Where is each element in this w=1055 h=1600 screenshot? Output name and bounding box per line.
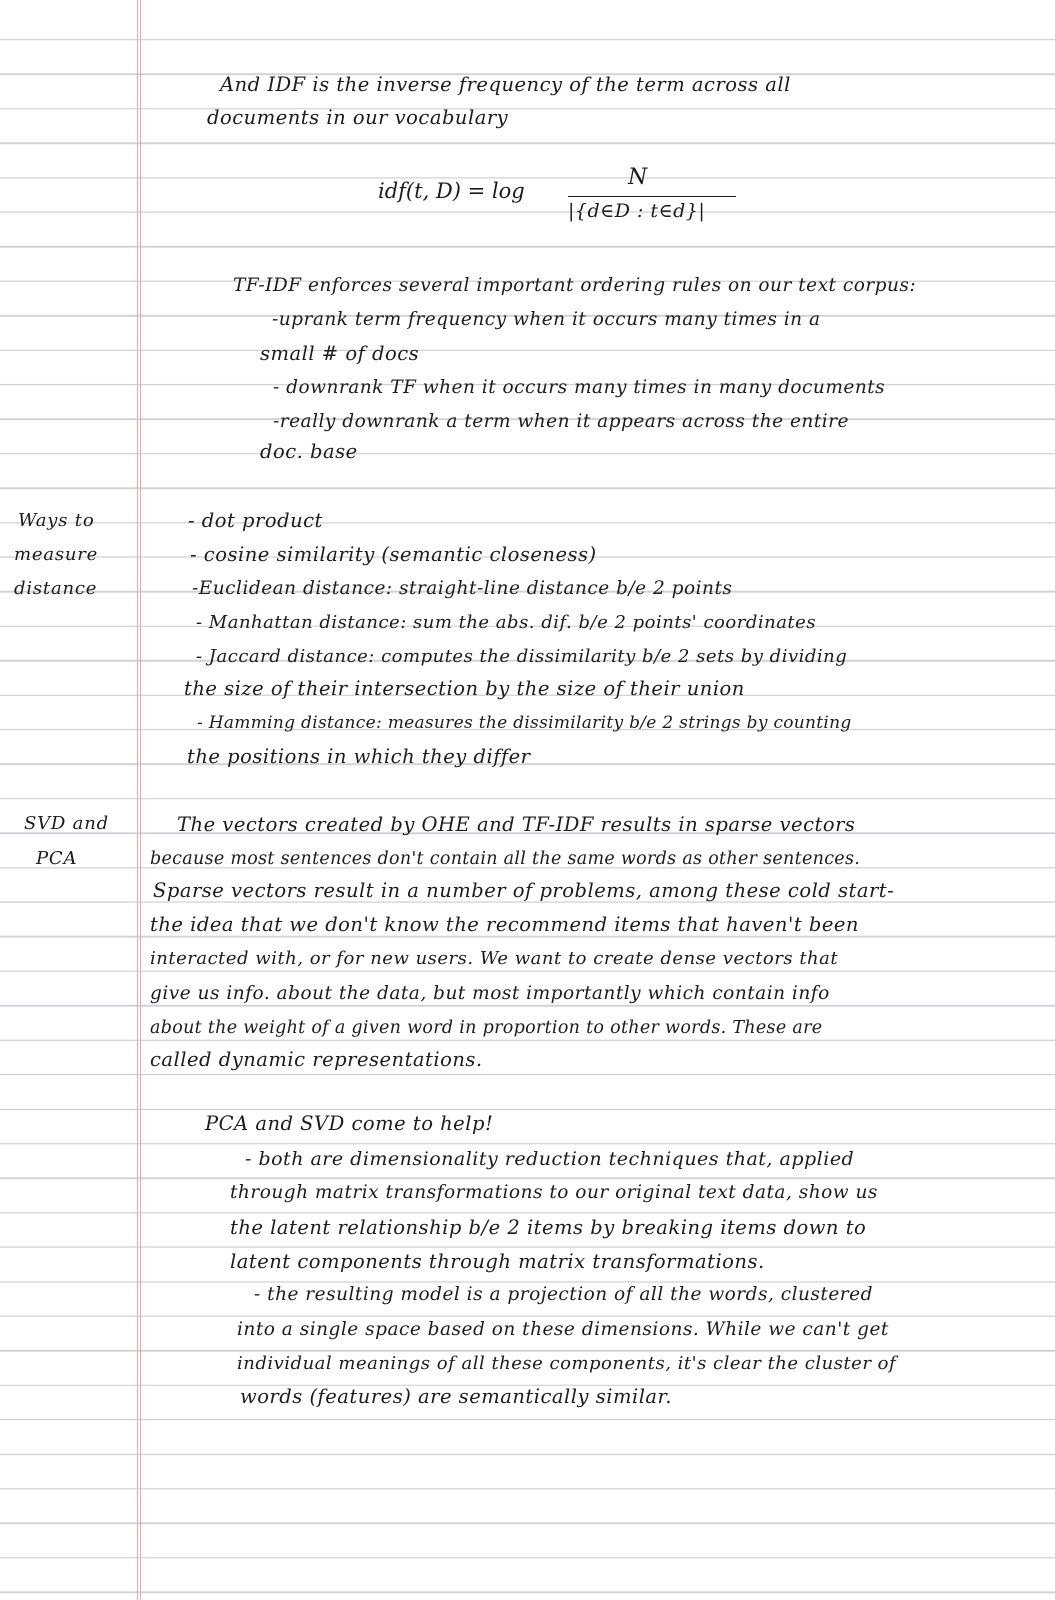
text-line: about the weight of a given word in proportion to other words. These are: [150, 1018, 823, 1038]
text-line: small # of docs: [260, 342, 420, 365]
text-line: - Hamming distance: measures the dissimilarity b/e 2 strings by counting: [197, 713, 852, 733]
text-line: - dot product: [188, 509, 323, 532]
text-line: the size of their intersection by the size of their union: [184, 677, 745, 700]
text-line: the positions in which they differ: [187, 745, 531, 768]
side-note: distance: [14, 578, 98, 599]
text-line: into a single space based on these dimensions. While we can't get: [237, 1319, 889, 1340]
text-line: PCA and SVD come to help!: [205, 1112, 494, 1135]
text-line: - Jaccard distance: computes the dissimilarity b/e 2 sets by dividing: [196, 646, 848, 667]
text-line: TF-IDF enforces several important ordering rules on our text corpus:: [233, 275, 917, 296]
formula-numerator: N: [628, 165, 648, 190]
formula-denominator: |{d∈D : t∈d}|: [568, 200, 706, 222]
text-line: through matrix transformations to our original text data, show us: [230, 1182, 878, 1203]
text-line: -uprank term frequency when it occurs many times in a: [272, 309, 821, 330]
fraction-bar: [568, 196, 736, 197]
text-line: - cosine similarity (semantic closeness): [190, 543, 597, 566]
side-note: SVD and: [24, 813, 109, 834]
text-line: called dynamic representations.: [150, 1048, 483, 1071]
text-line: documents in our vocabulary: [207, 106, 509, 129]
text-line: words (features) are semantically similar.: [240, 1385, 672, 1408]
text-line: And IDF is the inverse frequency of the term across all: [220, 73, 791, 96]
side-note: PCA: [36, 848, 78, 869]
text-line: individual meanings of all these components, it's clear the cluster of: [237, 1353, 897, 1374]
side-note: Ways to: [18, 510, 95, 531]
text-line: because most sentences don't contain all the same words as other sentences.: [150, 849, 861, 869]
formula-lhs: idf(t, D) = log: [378, 179, 525, 203]
text-line: - Manhattan distance: sum the abs. dif. b/e 2 points' coordinates: [196, 612, 817, 633]
text-line: - the resulting model is a projection of all the words, clustered: [254, 1284, 873, 1305]
text-line: - downrank TF when it occurs many times in many documents: [273, 377, 886, 398]
text-line: - both are dimensionality reduction techniques that, applied: [245, 1148, 855, 1170]
text-line: -really downrank a term when it appears across the entire: [273, 411, 849, 432]
text-line: -Euclidean distance: straight-line distance b/e 2 points: [192, 578, 733, 599]
text-line: the idea that we don't know the recommend items that haven't been: [150, 913, 859, 936]
side-note: measure: [14, 544, 99, 565]
text-line: give us info. about the data, but most importantly which contain info: [150, 983, 830, 1004]
text-line: the latent relationship b/e 2 items by breaking items down to: [230, 1216, 867, 1239]
margin-line: [137, 0, 141, 1600]
text-line: Sparse vectors result in a number of problems, among these cold start-: [153, 879, 895, 902]
text-line: interacted with, or for new users. We want to create dense vectors that: [150, 948, 839, 969]
text-line: The vectors created by OHE and TF-IDF results in sparse vectors: [177, 813, 856, 836]
text-line: doc. base: [260, 440, 358, 463]
idf-formula: [378, 165, 738, 231]
text-line: latent components through matrix transformations.: [230, 1250, 765, 1273]
